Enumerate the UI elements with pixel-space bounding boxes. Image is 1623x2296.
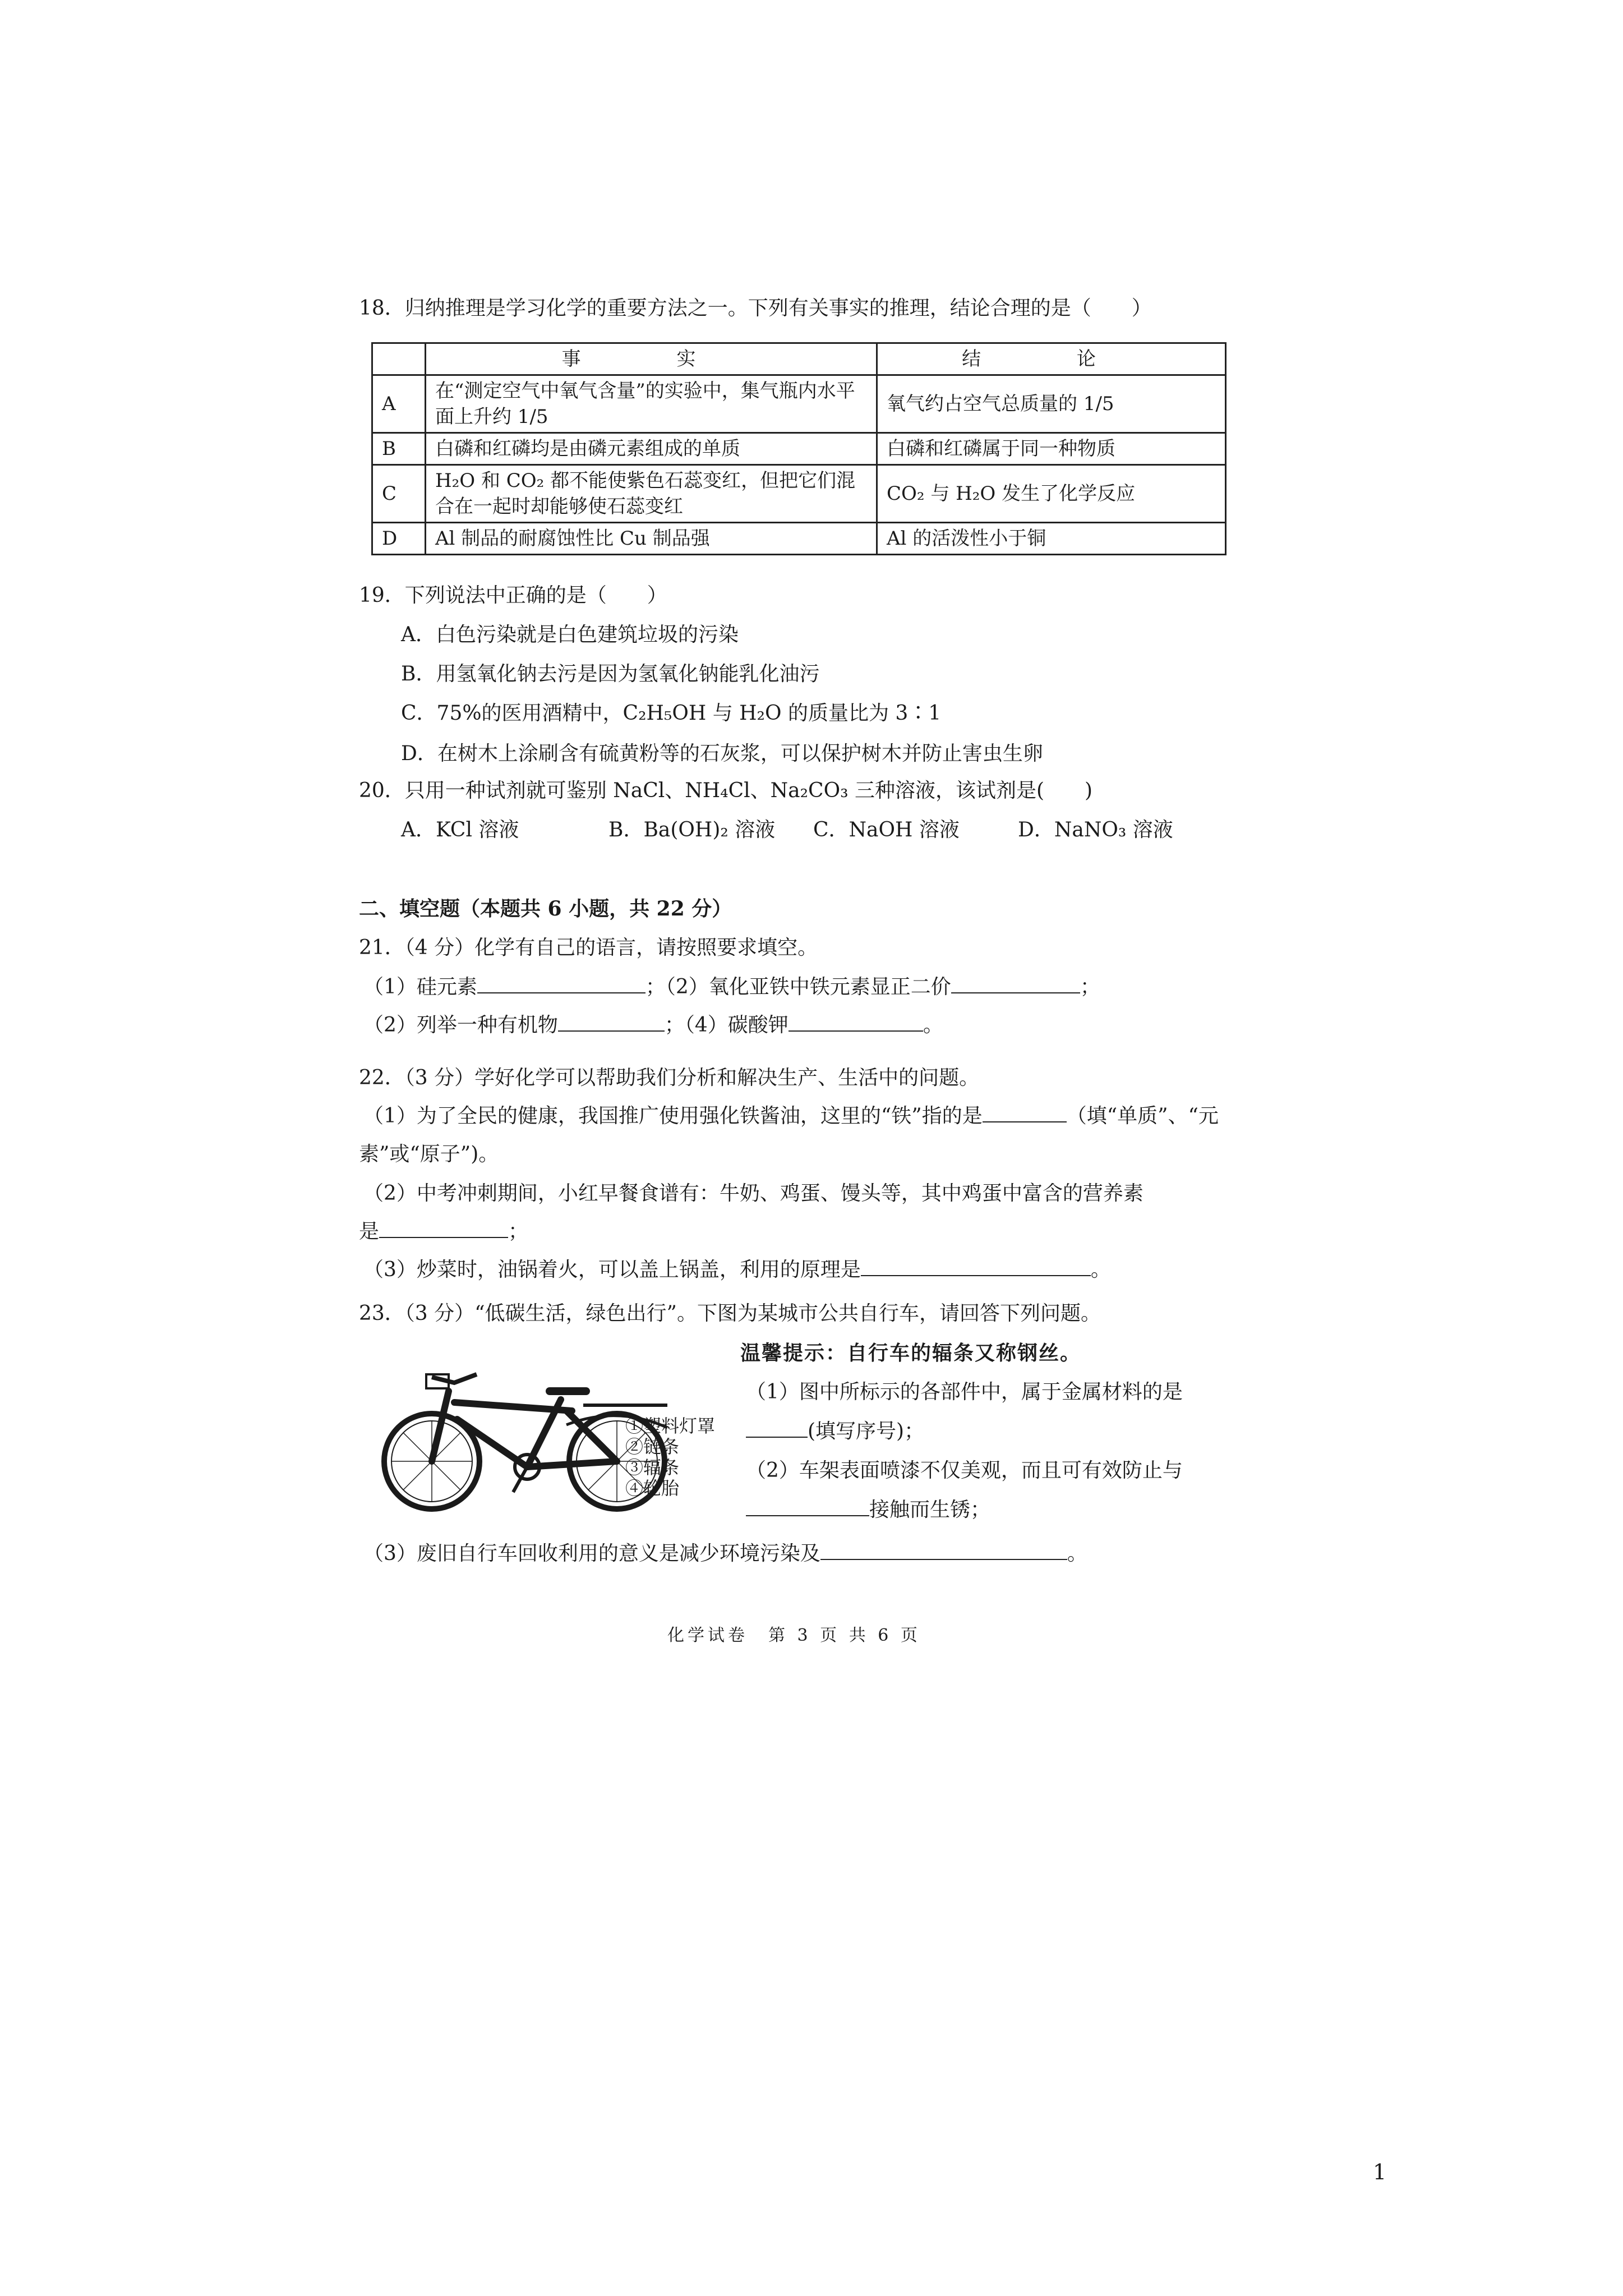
row-conclusion: CO₂ 与 H₂O 发生了化学反应 — [877, 465, 1226, 523]
table-row — [372, 523, 1226, 555]
facts-table — [371, 342, 1227, 555]
table-header-row — [372, 343, 1226, 375]
q21-part2-b: ；（4）碳酸钾 — [664, 1014, 789, 1037]
page-number: 1 — [1373, 2160, 1387, 2184]
q22-part2-cont — [359, 1220, 528, 1244]
q23-part2: （2）车架表面喷漆不仅美观，而且可有效防止与 — [746, 1459, 1183, 1482]
bike-label-spoke: ③辐条 — [625, 1457, 680, 1478]
q20-option-d: D．NaNO₃ 溶液 — [1018, 818, 1173, 841]
table-row — [372, 375, 1226, 433]
row-conclusion: 氧气约占空气总质量的 1/5 — [877, 375, 1226, 433]
answer-blank[interactable] — [746, 1420, 808, 1438]
answer-blank[interactable] — [477, 976, 645, 993]
q22-part3-b: 。 — [1090, 1258, 1111, 1281]
q20-option-b: B．Ba(OH)₂ 溶液 — [608, 818, 776, 841]
answer-blank[interactable] — [983, 1105, 1067, 1122]
bike-label-lamp: ①塑料灯罩 — [625, 1415, 716, 1437]
bike-label-chain: ②链条 — [625, 1436, 680, 1457]
answer-blank[interactable] — [789, 1014, 923, 1032]
q22-part1 — [363, 1104, 1219, 1129]
q22-part1-b: （填“单质”、“元 — [1066, 1105, 1219, 1128]
q23-tip: 温馨提示：自行车的辐条又称钢丝。 — [740, 1341, 1082, 1365]
answer-blank[interactable] — [951, 976, 1080, 993]
q23-part1-b: (填写序号)； — [808, 1420, 925, 1443]
q22-stem: 22．（3 分）学好化学可以帮助我们分析和解决生产、生活中的问题。 — [359, 1066, 980, 1089]
q21-part1 — [363, 975, 1100, 1000]
answer-blank[interactable] — [379, 1220, 508, 1238]
q19-option-c: C．75%的医用酒精中，C₂H₅OH 与 H₂O 的质量比为 3∶1 — [401, 702, 942, 725]
row-key: D — [372, 523, 426, 555]
answer-blank[interactable] — [861, 1258, 1091, 1276]
q23-part3-b: 。 — [1067, 1542, 1087, 1565]
q22-part2-b: 是 — [359, 1220, 380, 1243]
q23-part1: （1）图中所标示的各部件中，属于金属材料的是 — [746, 1381, 1183, 1404]
q21-stem: 21．（4 分）化学有自己的语言，请按照要求填空。 — [359, 936, 818, 959]
q22-part2-c: ； — [508, 1220, 529, 1243]
table-row — [372, 433, 1226, 465]
answer-blank[interactable] — [746, 1498, 869, 1516]
q21-part1-a: （1）硅元素 — [363, 976, 477, 999]
answer-blank[interactable] — [558, 1014, 665, 1032]
q21-part1-c: ； — [1080, 976, 1100, 999]
table-row — [372, 465, 1226, 523]
q21-part2 — [363, 1013, 943, 1038]
row-key: A — [372, 375, 426, 433]
q19-stem: 19．下列说法中正确的是（ ） — [359, 584, 667, 607]
q22-part2: （2）中考冲刺期间，小红早餐食谱有：牛奶、鸡蛋、馒头等，其中鸡蛋中富含的营养素 — [363, 1182, 1144, 1205]
q19-option-a: A．白色污染就是白色建筑垃圾的污染 — [401, 623, 739, 646]
section-title: 二、填空题（本题共 6 小题，共 22 分） — [359, 897, 732, 921]
q20-option-c: C．NaOH 溶液 — [813, 818, 960, 841]
row-key: C — [372, 465, 426, 523]
q21-part2-a: （2）列举一种有机物 — [363, 1014, 558, 1037]
table-header-conclusion: 结 论 — [877, 343, 1226, 375]
q23-stem: 23．（3 分）“低碳生活，绿色出行”。下图为某城市公共自行车，请回答下列问题。 — [359, 1302, 1101, 1325]
row-fact: 在“测定空气中氧气含量”的实验中，集气瓶内水平面上升约 1/5 — [426, 375, 877, 433]
q20-stem: 20．只用一种试剂就可鉴别 NaCl、NH₄Cl、Na₂CO₃ 三种溶液，该试剂是( ) — [359, 779, 1093, 802]
q21-part2-c: 。 — [923, 1014, 943, 1037]
q23-part2-b: 接触而生锈； — [869, 1498, 991, 1521]
q18-stem: 18．归纳推理是学习化学的重要方法之一。下列有关事实的推理，结论合理的是（ ） — [359, 297, 1152, 320]
q23-part2-cont — [746, 1498, 990, 1522]
q23-part3-a: （3）废旧自行车回收利用的意义是减少环境污染及 — [363, 1542, 820, 1565]
row-conclusion: Al 的活泼性小于铜 — [877, 523, 1226, 555]
q21-part1-b: ；（2）氧化亚铁中铁元素显正二价 — [645, 976, 951, 999]
q22-part3 — [363, 1258, 1111, 1282]
q22-part1-a: （1）为了全民的健康，我国推广使用强化铁酱油，这里的“铁”指的是 — [363, 1105, 983, 1128]
page-footer: 化学试卷 第 3 页 共 6 页 — [667, 1626, 921, 1645]
row-key: B — [372, 433, 426, 465]
q23-part1-cont — [746, 1419, 924, 1444]
row-fact: Al 制品的耐腐蚀性比 Cu 制品强 — [426, 523, 877, 555]
answer-blank[interactable] — [820, 1542, 1067, 1560]
q22-part1-cont: 素”或“原子”)。 — [359, 1143, 499, 1166]
q23-part3 — [363, 1542, 1087, 1566]
bike-label-tire: ④轮胎 — [625, 1478, 680, 1499]
table-header-fact: 事 实 — [426, 343, 877, 375]
q19-option-b: B．用氢氧化钠去污是因为氢氧化钠能乳化油污 — [401, 662, 820, 685]
table-header-key — [372, 343, 426, 375]
q19-option-d: D．在树木上涂刷含有硫黄粉等的石灰浆，可以保护树木并防止害虫生卵 — [401, 742, 1043, 765]
row-conclusion: 白磷和红磷属于同一种物质 — [877, 433, 1226, 465]
row-fact: H₂O 和 CO₂ 都不能使紫色石蕊变红，但把它们混合在一起时却能够使石蕊变红 — [426, 465, 877, 523]
row-fact: 白磷和红磷均是由磷元素组成的单质 — [426, 433, 877, 465]
q20-option-a: A．KCl 溶液 — [401, 818, 519, 841]
q22-part3-a: （3）炒菜时，油锅着火，可以盖上锅盖，利用的原理是 — [363, 1258, 861, 1281]
